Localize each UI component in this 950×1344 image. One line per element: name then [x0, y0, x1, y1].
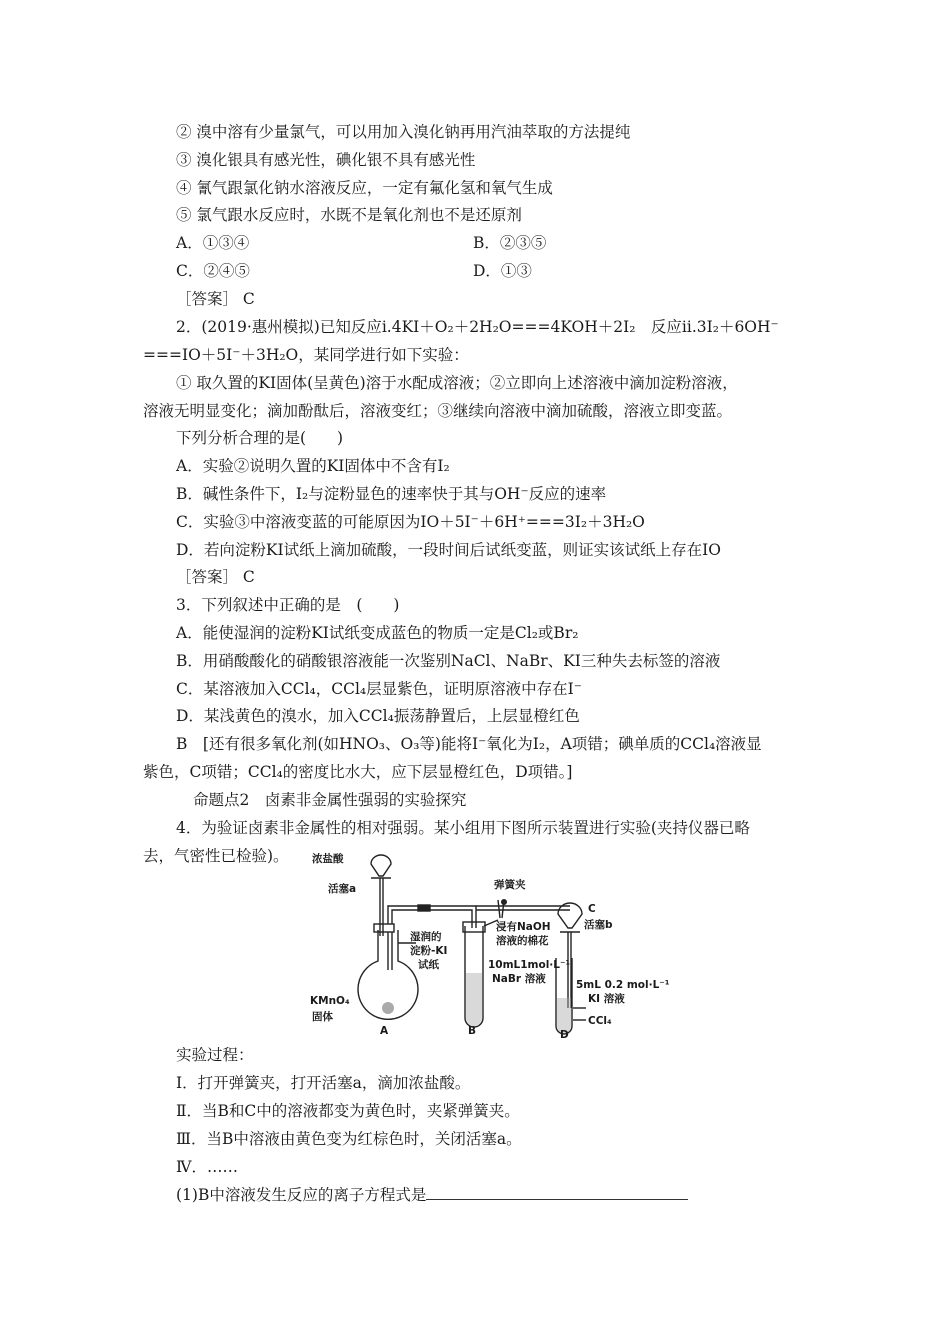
q3-explanation-line2: 紫色，C项错；CCl₄的密度比水大，应下层显橙红色，D项错。] [143, 763, 573, 781]
q2-stem-line2: ===IO＋5I⁻＋3H₂O，某同学进行如下实验： [143, 346, 469, 364]
q2-option-a: A．实验②说明久置的KI固体中不含有I₂ [176, 457, 450, 475]
kmno4-solid [382, 1002, 394, 1014]
q1-option-b: B．②③⑤ [473, 234, 547, 252]
label-stopcock-b: 活塞b [584, 919, 613, 931]
q2-stem-line3: ① 取久置的KI固体(呈黄色)溶于水配成溶液；②立即向上述溶液中滴加淀粉溶液， [176, 374, 738, 392]
q4-subquestion-1-text: (1)B中溶液发生反应的离子方程式是 [176, 1186, 427, 1204]
q2-stem-line4: 溶液无明显变化；滴加酚酞后，溶液变红；③继续向溶液中滴加硫酸，溶液立即变蓝。 [143, 402, 733, 420]
q4-stem-line2: 去，气密性已检验)。 [143, 847, 289, 865]
stopper-b [463, 922, 485, 932]
procedure-step-2: Ⅱ．当B和C中的溶液都变为黄色时，夹紧弹簧夹。 [176, 1102, 520, 1120]
label-solid: 固体 [312, 1011, 333, 1023]
q3-stem: 3．下列叙述中正确的是 ( ) [176, 596, 400, 614]
q3-option-a: A．能使湿润的淀粉KI试纸变成蓝色的物质一定是Cl₂或Br₂ [176, 624, 579, 642]
label-nabr: NaBr 溶液 [492, 973, 546, 985]
solution-b [466, 973, 482, 1026]
q2-answer: ［答案］ C [176, 568, 255, 586]
label-naoh-2: 溶液的棉花 [496, 935, 549, 947]
label-paper-2: 淀粉-KI [410, 945, 448, 957]
label-paper-1: 湿润的 [410, 931, 442, 943]
tube-b-c [476, 906, 570, 910]
procedure-step-4: Ⅳ．…… [176, 1158, 238, 1176]
funnel-stem [380, 878, 383, 936]
label-hcl: 浓盐酸 [312, 853, 344, 865]
q3-option-b: B．用硝酸酸化的硝酸银溶液能一次鉴别NaCl、NaBr、KI三种失去标签的溶液 [176, 652, 721, 670]
q1-option-c: C．②④⑤ [176, 262, 250, 280]
procedure-title: 实验过程： [176, 1046, 254, 1064]
statement-5: ⑤ 氯气跟水反应时，水既不是氧化剂也不是还原剂 [176, 206, 522, 224]
q3-option-c: C．某溶液加入CCl₄，CCl₄层显紫色，证明原溶液中存在I⁻ [176, 680, 582, 698]
q1-option-d: D．①③ [473, 262, 532, 280]
label-ki: KI 溶液 [588, 993, 625, 1005]
section-heading: 命题点2 卤素非金属性强弱的实验探究 [193, 791, 467, 809]
stopper-a [374, 924, 394, 932]
q3-explanation-line1: B [还有很多氧化剂(如HNO₃、O₃等)能将I⁻氧化为I₂，A项错；碘单质的CCl₄溶液显 [176, 735, 762, 753]
label-clamp: 弹簧夹 [494, 879, 526, 891]
label-tube-d: D [560, 1029, 569, 1038]
apparatus-figure [308, 848, 698, 1038]
label-c: C [588, 903, 596, 915]
q4-stem-line1: 4．为验证卤素非金属性的相对强弱。某小组用下图所示装置进行实验(夹持仪器已略 [176, 819, 750, 837]
solution-d [557, 998, 571, 1033]
q1-answer: ［答案］ C [176, 290, 255, 308]
label-kmno4: KMnO₄ [310, 995, 350, 1007]
funnel-c [558, 903, 582, 928]
q2-stem-line1: 2．(2019·惠州模拟)已知反应ⅰ.4KI＋O₂＋2H₂O===4KOH＋2I₂ 反应ⅱ.3I₂＋6OH⁻ [176, 318, 779, 336]
procedure-step-1: Ⅰ．打开弹簧夹，打开活塞a，滴加浓盐酸。 [176, 1074, 471, 1092]
clamp-knob [501, 899, 507, 905]
joint-1 [418, 905, 430, 911]
statement-2: ② 溴中溶有少量氯气，可以用加入溴化钠再用汽油萃取的方法提纯 [176, 123, 631, 141]
q1-option-a: A．①③④ [176, 234, 250, 252]
answer-blank[interactable] [426, 1185, 688, 1200]
q2-question: 下列分析合理的是( ) [176, 429, 344, 447]
q2-option-c: C．实验③中溶液变蓝的可能原因为IO＋5I⁻＋6H⁺===3I₂＋3H₂O [176, 513, 645, 531]
q4-subquestion-1 [176, 1185, 688, 1205]
procedure-step-3: Ⅲ．当B中溶液由黄色变为红棕色时，关闭活塞a。 [176, 1130, 522, 1148]
label-tube-b: B [468, 1025, 477, 1037]
paper-tube [388, 932, 392, 970]
q3-option-d: D．某浅黄色的溴水，加入CCl₄振荡静置后，上层显橙红色 [176, 707, 580, 725]
statement-3: ③ 溴化银具有感光性，碘化银不具有感光性 [176, 151, 476, 169]
statement-4: ④ 氰气跟氯化钠水溶液反应，一定有氟化氢和氧气生成 [176, 179, 553, 197]
label-ccl4: CCl₄ [588, 1015, 612, 1027]
label-paper-3: 试纸 [418, 959, 439, 971]
funnel-bulb [371, 855, 391, 876]
q2-option-d: D．若向淀粉KI试纸上滴加硫酸，一段时间后试纸变蓝，则证实该试纸上存在IO [176, 541, 721, 559]
label-conc-b: 10mL1mol·L⁻¹ [488, 959, 571, 971]
label-flask-a: A [380, 1025, 389, 1037]
label-conc-d: 5mL 0.2 mol·L⁻¹ [576, 979, 670, 991]
q2-option-b: B．碱性条件下，I₂与淀粉显色的速率快于其与OH⁻反应的速率 [176, 485, 607, 503]
label-stopcock-a: 活塞a [328, 883, 357, 895]
label-naoh-1: 浸有NaOH [496, 921, 551, 933]
